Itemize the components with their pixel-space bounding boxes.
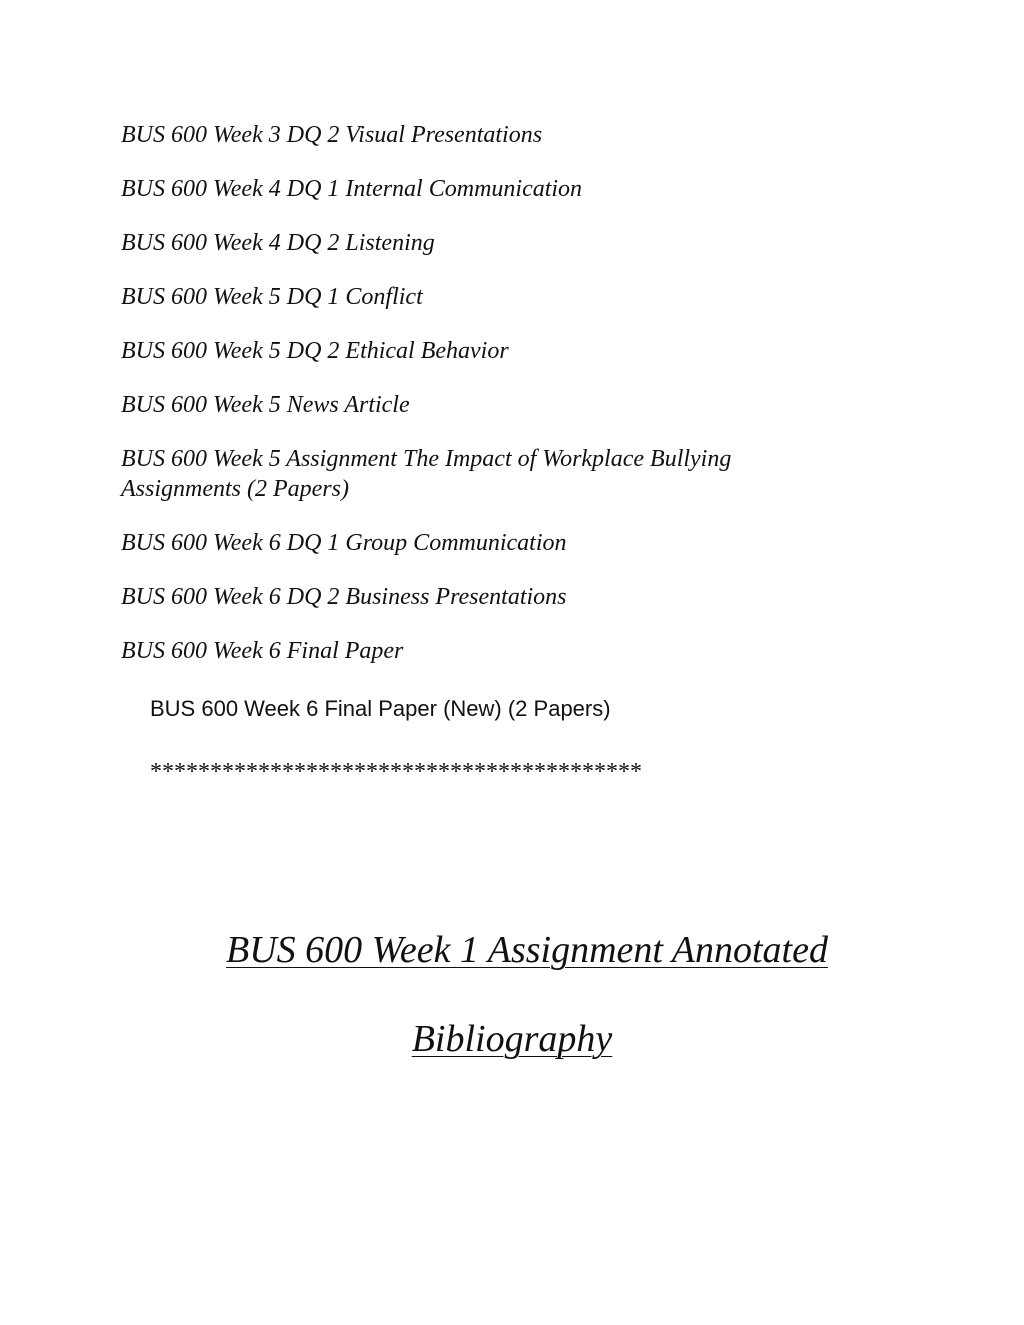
list-item: BUS 600 Week 4 DQ 1 Internal Communication <box>121 176 583 202</box>
section-heading-line-2: Bibliography <box>411 1018 613 1060</box>
list-item: BUS 600 Week 3 DQ 2 Visual Presentations <box>121 122 543 148</box>
final-paper-new-line: BUS 600 Week 6 Final Paper (New) (2 Papers) <box>150 696 611 721</box>
list-item: BUS 600 Week 5 News Article <box>121 392 410 418</box>
list-item: BUS 600 Week 5 DQ 1 Conflict <box>121 284 423 310</box>
list-item: BUS 600 Week 4 DQ 2 Listening <box>121 230 435 256</box>
list-item: BUS 600 Week 6 Final Paper <box>121 638 404 664</box>
section-heading-line-1: BUS 600 Week 1 Assignment Annotated <box>226 929 828 971</box>
separator-stars: ***************************************** <box>150 759 642 785</box>
course-item-list <box>121 120 841 690</box>
list-item: BUS 600 Week 6 DQ 1 Group Communication <box>121 530 567 556</box>
list-item: BUS 600 Week 6 DQ 2 Business Presentations <box>121 584 567 610</box>
list-item: BUS 600 Week 5 Assignment The Impact of Workplace Bullying Assignments (2 Papers) <box>121 446 732 502</box>
list-item: BUS 600 Week 5 DQ 2 Ethical Behavior <box>121 338 509 364</box>
